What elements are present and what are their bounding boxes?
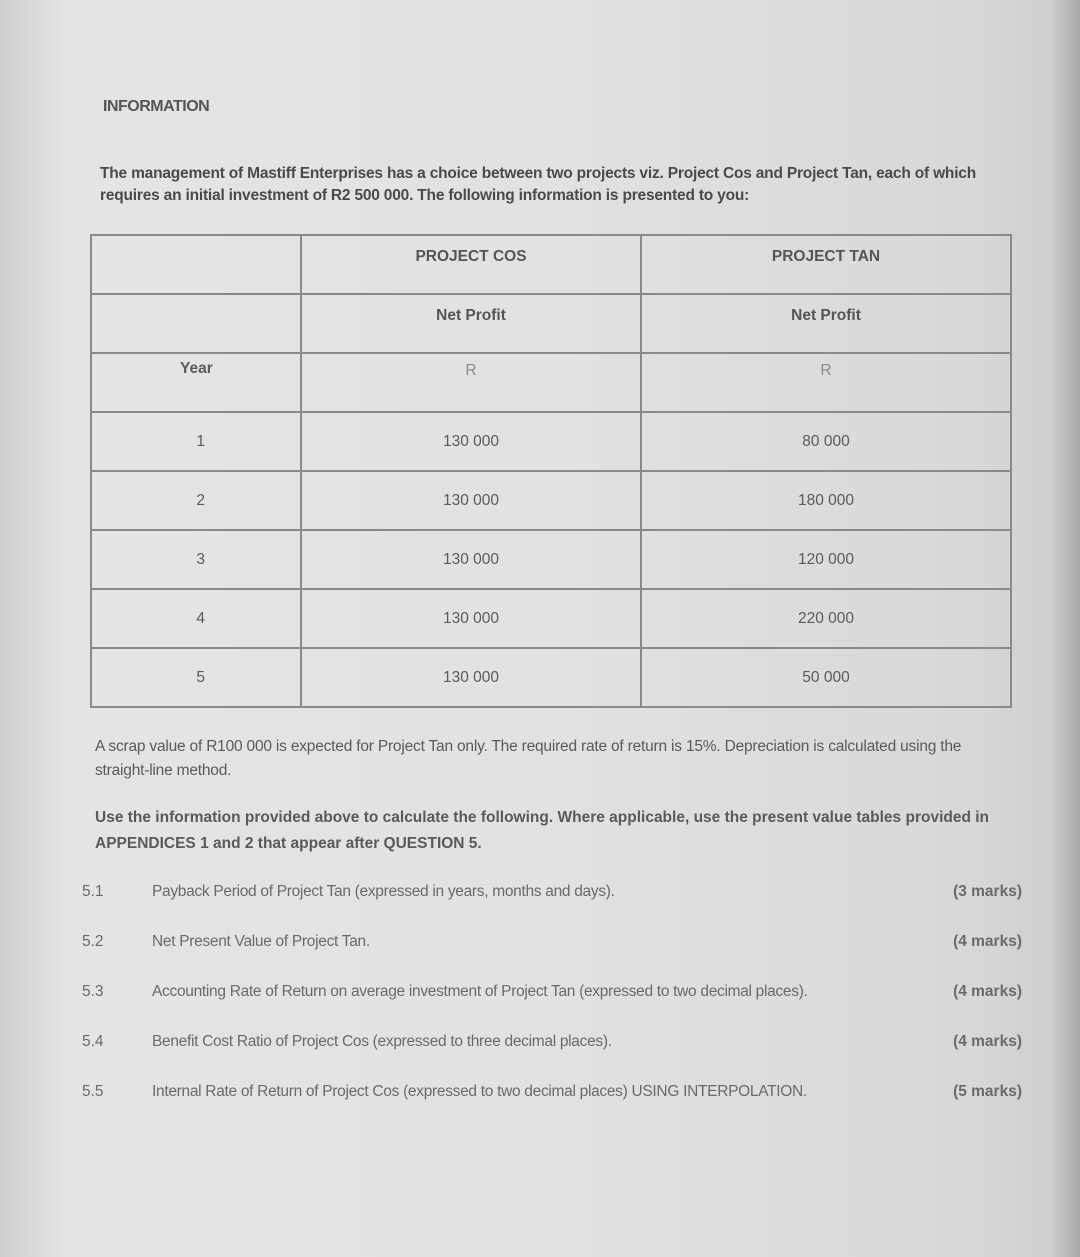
- currency-tan: R: [641, 353, 1011, 412]
- question-number: 5.2: [82, 933, 104, 950]
- section-heading: INFORMATION: [103, 98, 210, 115]
- question-list: [82, 883, 1022, 1133]
- cos-profit-cell: 130 000: [301, 589, 641, 648]
- list-item: [82, 1083, 1022, 1133]
- instruction-paragraph: Use the information provided above to calculate the following. Where applicable, use the present value tables provided in APPENDICES 1 and 2 that appear after QUESTION 5.: [95, 809, 990, 852]
- question-marks: (4 marks): [953, 1033, 1022, 1050]
- header-project-tan: PROJECT TAN: [641, 235, 1011, 294]
- question-text: Benefit Cost Ratio of Project Cos (expressed to three decimal places).: [152, 1033, 612, 1050]
- question-marks: (3 marks): [953, 883, 1022, 900]
- net-profit-table: [90, 234, 1012, 708]
- year-cell: 2: [91, 471, 301, 530]
- cos-profit-cell: 130 000: [301, 530, 641, 589]
- table-row: [91, 412, 1011, 471]
- tan-profit-cell: 180 000: [641, 471, 1011, 530]
- table-row: [91, 648, 1011, 707]
- question-marks: (4 marks): [953, 933, 1022, 950]
- year-cell: 1: [91, 412, 301, 471]
- tan-profit-cell: 80 000: [641, 412, 1011, 471]
- scrap-value-note: A scrap value of R100 000 is expected for Project Tan only. The required rate of return is 15%. Depreciation is calculated using the straight-line method.: [95, 738, 962, 779]
- list-item: [82, 883, 1022, 933]
- question-number: 5.3: [82, 983, 104, 1000]
- question-text: Accounting Rate of Return on average investment of Project Tan (expressed to two decimal places).: [152, 983, 808, 1000]
- tan-profit-cell: 120 000: [641, 530, 1011, 589]
- year-cell: 5: [91, 648, 301, 707]
- list-item: [82, 983, 1022, 1033]
- table-subheader-row: [91, 294, 1011, 353]
- table-row: [91, 530, 1011, 589]
- tan-profit-cell: 220 000: [641, 589, 1011, 648]
- table-header-row: [91, 235, 1011, 294]
- question-number: 5.4: [82, 1033, 104, 1050]
- currency-cos: R: [301, 353, 641, 412]
- year-column-label: Year: [91, 353, 301, 412]
- page-edge-shadow: [1054, 0, 1080, 1257]
- question-number: 5.1: [82, 883, 104, 900]
- cos-profit-cell: 130 000: [301, 471, 641, 530]
- subheader-net-profit-tan: Net Profit: [641, 294, 1011, 353]
- question-marks: (5 marks): [953, 1083, 1022, 1100]
- intro-paragraph: The management of Mastiff Enterprises has a choice between two projects viz. Project Cos and Project Tan, each of which requires an initial investment of R2 500 000. The following information is presented to you:: [100, 165, 976, 204]
- question-text: Payback Period of Project Tan (expressed in years, months and days).: [152, 883, 615, 900]
- question-text: Net Present Value of Project Tan.: [152, 933, 370, 950]
- list-item: [82, 1033, 1022, 1083]
- table-row: [91, 471, 1011, 530]
- subheader-blank-cell: [91, 294, 301, 353]
- question-number: 5.5: [82, 1083, 104, 1100]
- question-text: Internal Rate of Return of Project Cos (expressed to two decimal places) USING INTERPOLATION.: [152, 1083, 807, 1100]
- year-cell: 3: [91, 530, 301, 589]
- question-marks: (4 marks): [953, 983, 1022, 1000]
- table-row: [91, 589, 1011, 648]
- cos-profit-cell: 130 000: [301, 412, 641, 471]
- year-cell: 4: [91, 589, 301, 648]
- tan-profit-cell: 50 000: [641, 648, 1011, 707]
- cos-profit-cell: 130 000: [301, 648, 641, 707]
- subheader-net-profit-cos: Net Profit: [301, 294, 641, 353]
- header-blank-cell: [91, 235, 301, 294]
- table-units-row: [91, 353, 1011, 412]
- list-item: [82, 933, 1022, 983]
- header-project-cos: PROJECT COS: [301, 235, 641, 294]
